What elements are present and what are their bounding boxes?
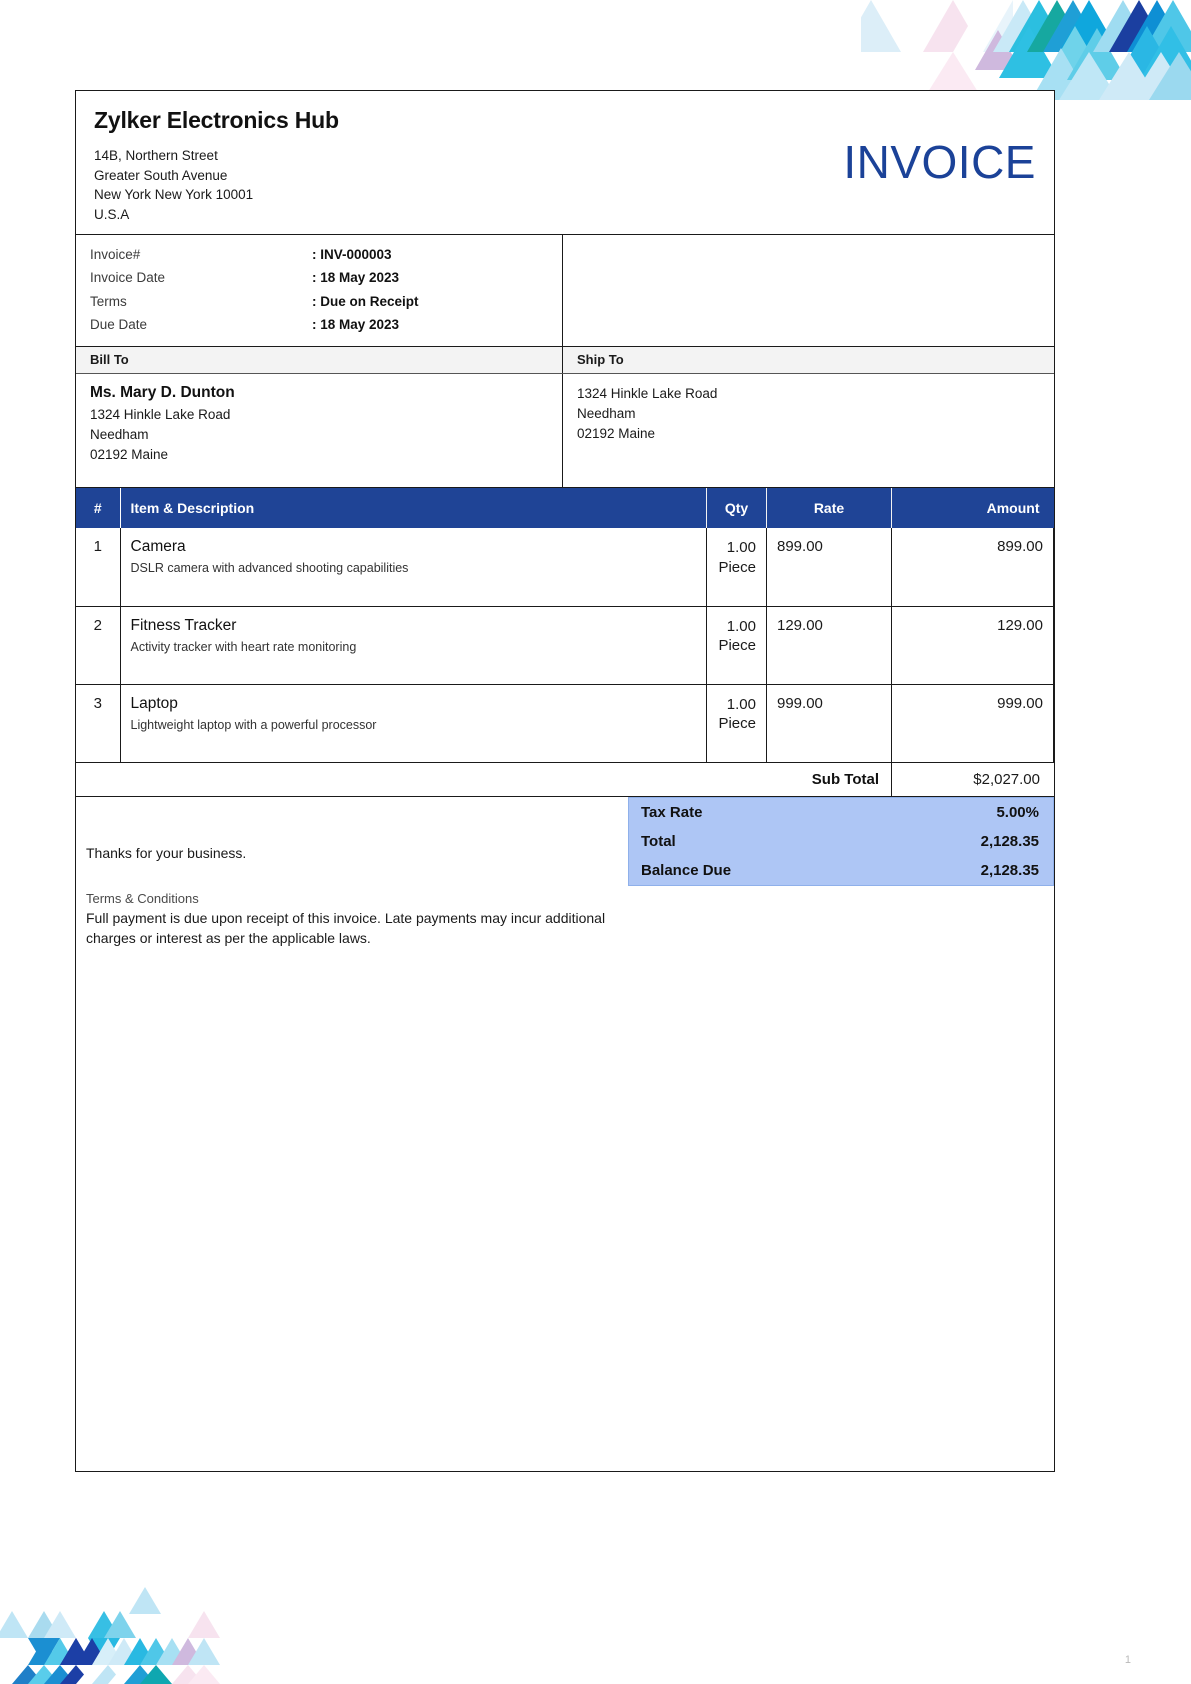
- item-description: Activity tracker with heart rate monitoring: [130, 639, 357, 654]
- meta-row-terms: [90, 290, 548, 313]
- meta-row-invoice-date: [90, 266, 548, 289]
- address-line-3: New York New York 10001: [94, 187, 254, 203]
- party-bodies: [76, 374, 1054, 488]
- row-rate: 129.00: [767, 606, 892, 684]
- bill-to-line-2: Needham: [90, 427, 149, 443]
- table-header-row: [76, 488, 1054, 528]
- meta-value-invoice-date: : 18 May 2023: [312, 270, 400, 286]
- address-line-2: Greater South Avenue: [94, 167, 228, 183]
- row-item: [120, 528, 707, 606]
- decorative-triangles-bottom-left: [0, 1569, 300, 1684]
- qty-unit: Piece: [718, 637, 756, 655]
- meta-label-invoice-date: Invoice Date: [90, 270, 166, 286]
- invoice-sheet: [75, 90, 1055, 1472]
- row-qty: [707, 528, 767, 606]
- line-items-header: [76, 488, 1054, 528]
- row-number: 1: [76, 528, 120, 606]
- column-header-qty: Qty: [707, 488, 767, 528]
- qty-unit: Piece: [718, 715, 756, 733]
- invoice-title: INVOICE: [843, 136, 1036, 188]
- row-item: [120, 606, 707, 684]
- decorative-triangles-top-right: [861, 0, 1191, 100]
- table-row: [76, 528, 1054, 606]
- meta-label-terms: Terms: [90, 293, 127, 309]
- page-number: 1: [1124, 1654, 1131, 1666]
- balance-due-label: Balance Due: [641, 861, 732, 879]
- bill-to-name: Ms. Mary D. Dunton: [90, 384, 235, 402]
- balance-due-value: 2,128.35: [980, 861, 1039, 879]
- row-number: 2: [76, 606, 120, 684]
- totals-row-balance-due: [629, 856, 1053, 885]
- invoice-meta-fields: [76, 235, 563, 346]
- totals-row-total: [629, 827, 1053, 856]
- qty-value: 1.00: [726, 539, 756, 557]
- row-number: 3: [76, 684, 120, 762]
- tax-rate-label: Tax Rate: [641, 803, 703, 821]
- meta-label-due-date: Due Date: [90, 316, 148, 332]
- subtotal-label: Sub Total: [76, 763, 892, 796]
- row-item: [120, 684, 707, 762]
- column-header-description: Item & Description: [120, 488, 707, 528]
- item-description: DSLR camera with advanced shooting capabilities: [130, 561, 409, 576]
- row-amount: 999.00: [892, 684, 1054, 762]
- meta-label-invoice-number: Invoice#: [90, 247, 141, 263]
- ship-to-block: [563, 374, 1054, 487]
- ship-to-heading: Ship To: [577, 352, 624, 368]
- column-header-amount: Amount: [892, 488, 1054, 528]
- invoice-meta-blank: [563, 235, 1054, 346]
- line-items-body: [76, 528, 1054, 762]
- ship-to-line-2: Needham: [577, 406, 636, 422]
- meta-value-invoice-number: : INV-000003: [312, 247, 392, 263]
- meta-value-terms: : Due on Receipt: [312, 293, 419, 309]
- bill-to-block: [76, 374, 563, 487]
- item-name: Camera: [130, 538, 186, 556]
- row-rate: 999.00: [767, 684, 892, 762]
- organization-name: Zylker Electronics Hub: [94, 107, 339, 133]
- terms-body: Full payment is due upon receipt of this invoice. Late payments may incur additional charges or interest as per the applicable laws.: [86, 909, 606, 946]
- total-value: 2,128.35: [980, 832, 1039, 850]
- column-header-number: #: [76, 488, 120, 528]
- bill-to-line-3: 02192 Maine: [90, 447, 169, 463]
- table-row: [76, 606, 1054, 684]
- tax-rate-value: 5.00%: [996, 803, 1039, 821]
- row-amount: 899.00: [892, 528, 1054, 606]
- address-line-1: 14B, Northern Street: [94, 148, 218, 163]
- subtotal-value: $2,027.00: [973, 770, 1040, 788]
- qty-unit: Piece: [718, 558, 756, 576]
- terms-title: Terms & Conditions: [86, 890, 199, 906]
- qty-value: 1.00: [726, 695, 756, 713]
- item-name: Laptop: [130, 694, 178, 712]
- meta-row-due-date: [90, 313, 548, 336]
- address-line-4: U.S.A: [94, 206, 130, 222]
- meta-row-invoice-number: [90, 243, 548, 266]
- row-qty: [707, 606, 767, 684]
- invoice-header: [76, 91, 1054, 235]
- row-rate: 899.00: [767, 528, 892, 606]
- notes-block: [76, 797, 628, 1037]
- table-row: [76, 684, 1054, 762]
- column-header-rate: Rate: [767, 488, 892, 528]
- ship-to-line-3: 02192 Maine: [577, 426, 656, 442]
- lower-section: [76, 797, 1054, 1037]
- row-qty: [707, 684, 767, 762]
- meta-value-due-date: : 18 May 2023: [312, 316, 400, 332]
- item-name: Fitness Tracker: [130, 616, 237, 634]
- line-items-table: [76, 488, 1054, 763]
- invoice-meta-strip: [76, 235, 1054, 347]
- total-label: Total: [641, 832, 676, 850]
- row-amount: 129.00: [892, 606, 1054, 684]
- totals-panel: [628, 797, 1054, 886]
- subtotal-row: [76, 763, 1054, 797]
- thanks-note: Thanks for your business.: [86, 844, 247, 861]
- qty-value: 1.00: [726, 617, 756, 635]
- bill-to-line-1: 1324 Hinkle Lake Road: [90, 407, 231, 423]
- bill-to-heading: Bill To: [76, 347, 563, 373]
- ship-to-line-1: 1324 Hinkle Lake Road: [577, 386, 718, 402]
- item-description: Lightweight laptop with a powerful processor: [130, 717, 377, 732]
- party-headings: [76, 347, 1054, 374]
- totals-row-tax-rate: [629, 798, 1053, 827]
